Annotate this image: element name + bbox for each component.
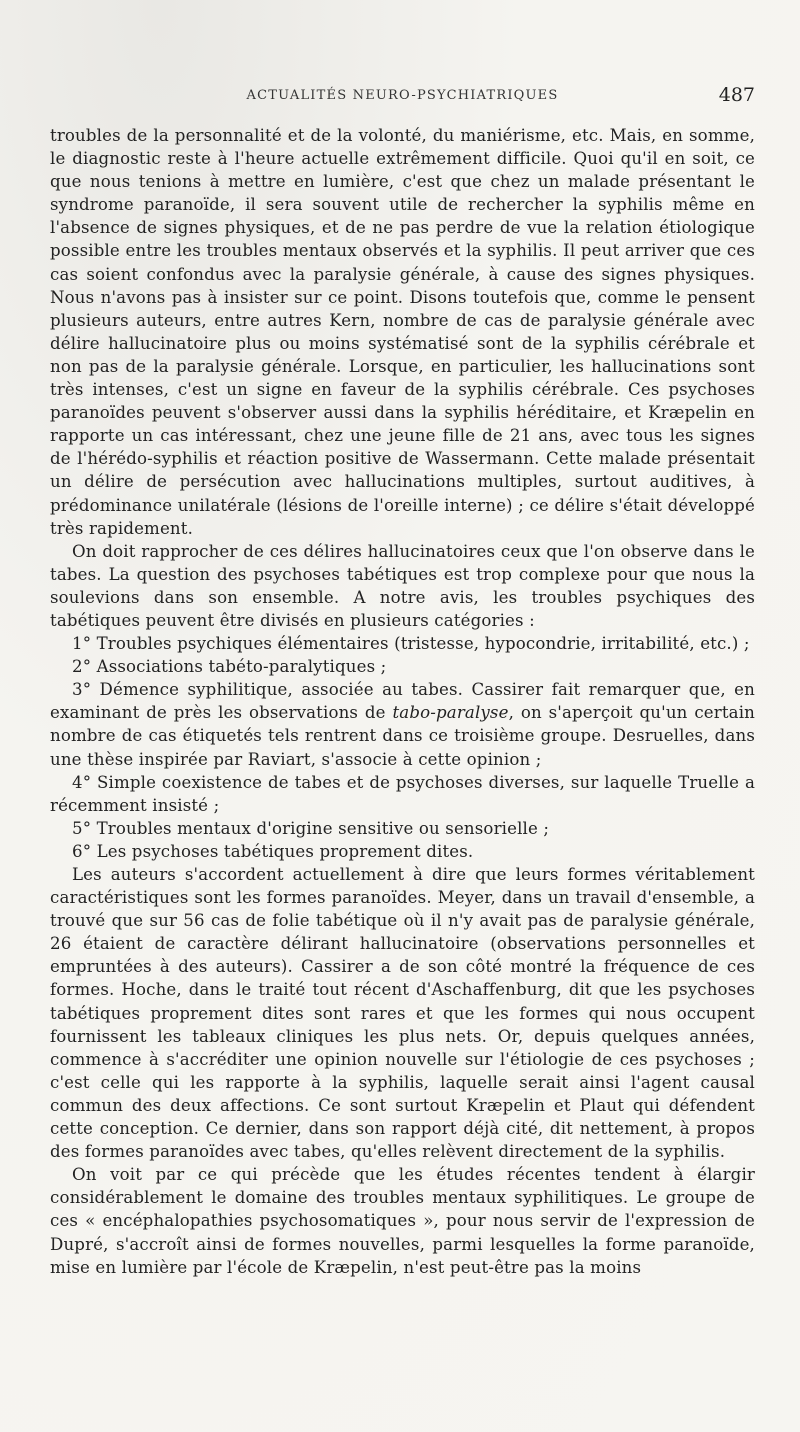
list-item-text: , on s'aperçoit qu'un certain nombre de cas étiquetés tels rentrent dans ce troisième groupe. Desruelles, dans une thèse inspirée par Raviart, s'associe à cette opinion ; — [50, 703, 755, 769]
paragraph: On doit rapprocher de ces délires hallucinatoires ceux que l'on observe dans le tabes. La question des psychoses tabétiques est trop complexe pour que nous la soulevions dans son ensemble. A notre avis, les troubles psychiques des tabétiques peuvent être divisés en plusieurs catégories : — [50, 541, 755, 630]
running-head: ACTUALITÉS NEURO-PSYCHIATRIQUES — [246, 88, 559, 103]
body-text — [50, 124, 755, 1279]
list-item: 2° Associations tabéto-paralytiques ; — [72, 657, 387, 677]
paragraph: Les auteurs s'accordent actuellement à dire que leurs formes véritablement caractéristiques sont les formes paranoïdes. Meyer, dans un travail d'ensemble, a trouvé que sur 56 cas de folie tabétique où il n'y avait pas de paralysie générale, 26 étaient de caractère délirant hallucinatoire (observations personnelles et empruntées à des auteurs). Cassirer a de son côté montré la fréquence de ces formes. Hoche, dans le traité tout récent d'Aschaffenburg, dit que les psychoses tabétiques proprement dites sont rares et que les formes qui nous occupent fournissent les tableaux cliniques les plus nets. Or, depuis quelques années, commence à s'accréditer une opinion nouvelle sur l'étiologie de ces psychoses ; c'est celle qui les rapporte à la syphilis, laquelle serait ainsi l'agent causal commun des deux affections. Ce sont surtout Kræpelin et Plaut qui défendent cette conception. Ce dernier, dans son rapport déjà cité, dit nettement, à propos des formes paranoïdes avec tabes, qu'elles relèvent directement de la syphilis. — [50, 865, 755, 1162]
page-header — [50, 86, 755, 112]
paragraph: On voit par ce qui précède que les études récentes tendent à élargir considérablement le domaine des troubles mentaux syphilitiques. Le groupe de ces « encéphalopathies psychosomatiques », pour nous servir de l'expression de Dupré, s'accroît ainsi de formes nouvelles, parmi lesquelles la forme paranoïde, mise en lumière par l'école de Kræpelin, n'est peut-être pas la moins — [50, 1165, 755, 1277]
page-number: 487 — [718, 84, 755, 106]
list-item: 4° Simple coexistence de tabes et de psychoses diverses, sur laquelle Truelle a récemment insisté ; — [50, 772, 755, 815]
italic-term: tabo-paralyse — [392, 703, 509, 723]
list-item: 5° Troubles mentaux d'origine sensitive ou sensorielle ; — [72, 818, 550, 838]
paragraph: troubles de la personnalité et de la volonté, du maniérisme, etc. Mais, en somme, le diagnostic reste à l'heure actuelle extrêmement difficile. Quoi qu'il en soit, ce que nous tenions à mettre en lumière, c'est que chez un malade présentant le syndrome paranoïde, il sera souvent utile de rechercher la syphilis même en l'absence de signes physiques, et de ne pas perdre de vue la relation étiologique possible entre les troubles mentaux observés et la syphilis. Il peut arriver que ces cas soient confondus avec la paralysie générale, à cause des signes physiques. Nous n'avons pas à insister sur ce point. Disons toutefois que, comme le pensent plusieurs auteurs, entre autres Kern, nombre de cas de paralysie générale avec délire hallucinatoire plus ou moins systématisé sont de la syphilis cérébrale et non pas de la paralysie générale. Lorsque, en particulier, les hallucinations sont très intenses, c'est un signe en faveur de la syphilis cérébrale. Ces psychoses paranoïdes peuvent s'observer aussi dans la syphilis héréditaire, et Kræpelin en rapporte un cas intéressant, chez une jeune fille de 21 ans, avec tous les signes de l'hérédo-syphilis et réaction positive de Wassermann. Cette malade présentait un délire de persécution avec hallucinations multiples, surtout auditives, à prédominance unilatérale (lésions de l'oreille interne) ; ce délire s'était développé très rapidement. — [50, 126, 755, 538]
list-item: 6° Les psychoses tabétiques proprement dites. — [72, 841, 474, 861]
list-item-text: 3° Démence syphilitique, associée au tabes. Cassirer fait remarquer que, en examinant de près les observations de — [50, 680, 755, 723]
list-item — [50, 678, 755, 770]
list-item: 1° Troubles psychiques élémentaires (tristesse, hypocondrie, irritabilité, etc.) ; — [72, 634, 750, 654]
